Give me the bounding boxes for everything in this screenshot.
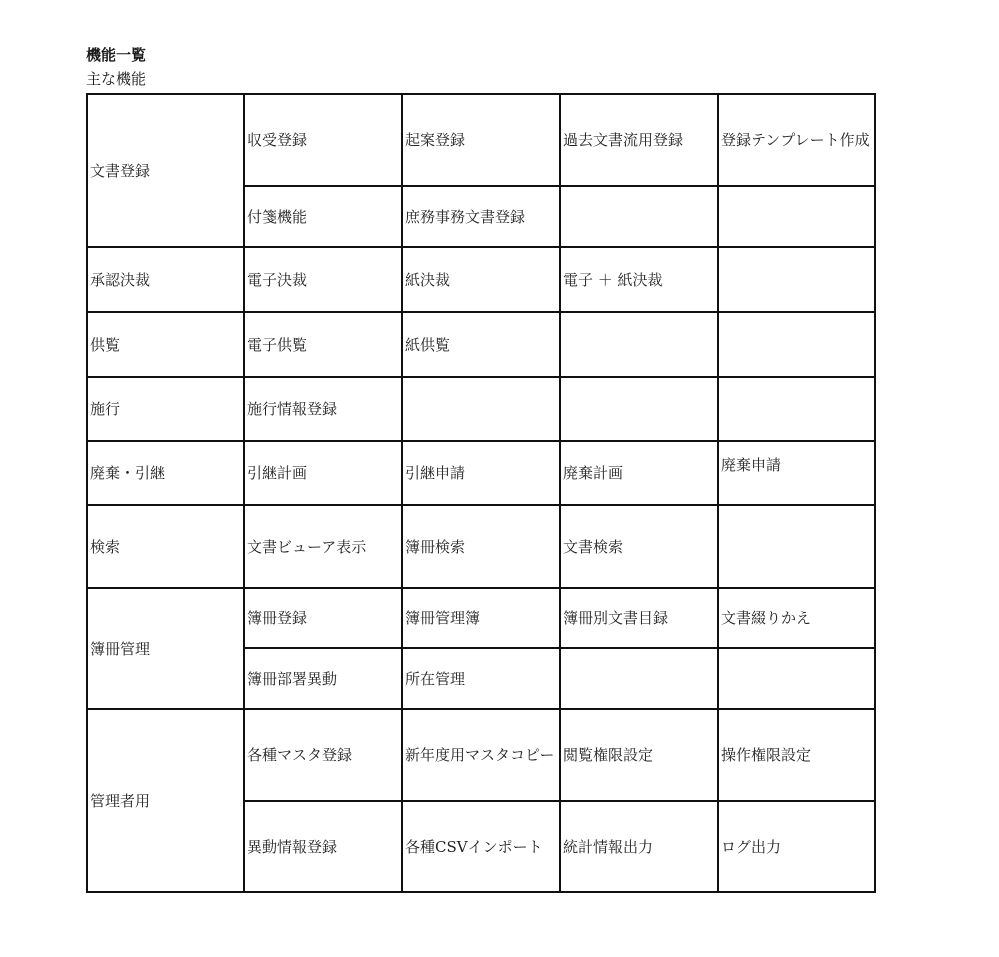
feature-cell: 簿冊部署異動 [244,648,402,709]
feature-cell: 新年度用マスタコピー [402,709,560,801]
feature-table [86,93,876,893]
table-row [87,312,875,377]
feature-cell: 廃棄申請 [718,441,875,505]
feature-cell: 引継申請 [402,441,560,505]
feature-cell: 廃棄計画 [560,441,718,505]
feature-cell: 電子 ＋ 紙決裁 [560,247,718,312]
feature-cell: 文書ビューア表示 [244,505,402,588]
feature-cell: 各種マスタ登録 [244,709,402,801]
feature-cell: 紙決裁 [402,247,560,312]
category-cell: 供覧 [87,312,244,377]
feature-cell: 異動情報登録 [244,801,402,892]
table-row [87,505,875,588]
category-cell: 管理者用 [87,709,244,892]
feature-cell: 所在管理 [402,648,560,709]
feature-cell: 閲覧権限設定 [560,709,718,801]
feature-cell: 文書綴りかえ [718,588,875,648]
feature-cell: 操作権限設定 [718,709,875,801]
feature-cell: 統計情報出力 [560,801,718,892]
feature-cell: 紙供覧 [402,312,560,377]
table-row [87,247,875,312]
table-row [87,441,875,505]
feature-cell [560,186,718,247]
feature-cell: 簿冊登録 [244,588,402,648]
feature-cell: 文書検索 [560,505,718,588]
feature-cell [560,648,718,709]
document-body [86,42,876,893]
table-row [87,377,875,441]
feature-cell: 簿冊別文書目録 [560,588,718,648]
table-row [87,709,875,801]
document-subheading: 主な機能 [86,70,147,88]
feature-cell: 各種CSVインポート [402,801,560,892]
feature-cell: ログ出力 [718,801,875,892]
feature-cell: 引継計画 [244,441,402,505]
feature-cell: 起案登録 [402,94,560,186]
feature-cell [402,377,560,441]
feature-cell [718,505,875,588]
category-cell: 廃棄・引継 [87,441,244,505]
feature-cell [718,377,875,441]
feature-cell [718,648,875,709]
feature-cell [718,186,875,247]
category-cell: 簿冊管理 [87,588,244,709]
category-cell: 承認決裁 [87,247,244,312]
table-row [87,94,875,186]
category-cell: 施行 [87,377,244,441]
feature-cell: 簿冊管理簿 [402,588,560,648]
table-row [87,588,875,648]
feature-cell: 施行情報登録 [244,377,402,441]
feature-cell: 付箋機能 [244,186,402,247]
feature-cell [718,312,875,377]
feature-cell: 簿冊検索 [402,505,560,588]
document-heading: 機能一覧 [86,46,147,64]
feature-cell: 電子決裁 [244,247,402,312]
feature-cell: 電子供覧 [244,312,402,377]
feature-cell [718,247,875,312]
feature-cell [560,312,718,377]
category-cell: 検索 [87,505,244,588]
feature-cell: 過去文書流用登録 [560,94,718,186]
feature-cell: 収受登録 [244,94,402,186]
category-cell: 文書登録 [87,94,244,247]
feature-cell: 庶務事務文書登録 [402,186,560,247]
feature-cell: 登録テンプレート作成 [718,94,875,186]
feature-cell [560,377,718,441]
